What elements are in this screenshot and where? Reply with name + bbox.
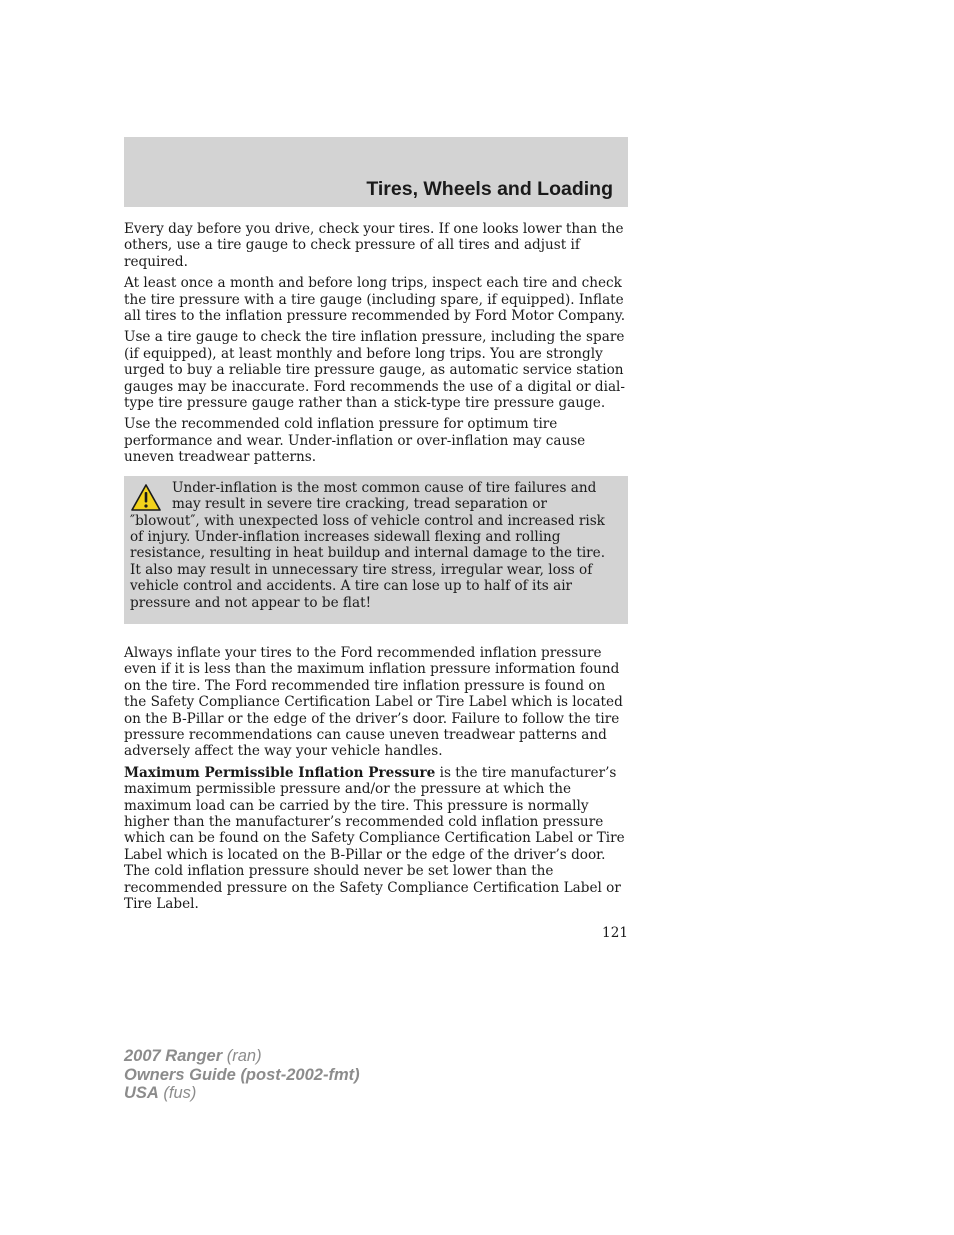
footer-line-guide (124, 1066, 360, 1085)
definition-paragraph (124, 765, 628, 913)
footer-model: 2007 Ranger (124, 1047, 223, 1065)
footer-line-model (124, 1047, 360, 1066)
body-paragraph: Use a tire gauge to check the tire inflation pressure, including the spare (if equipped), at least monthly and before long trips. You are strongly urged to buy a reliable tire pressure gauge, as automatic service station gauges may be inaccurate. Ford recommends the use of a digital or dial-type tire pressure gauge rather than a stick-type tire pressure gauge. (124, 329, 625, 412)
footer-guide: Owners Guide (post-2002-fmt) (124, 1065, 360, 1084)
body-paragraph: At least once a month and before long trips, inspect each tire and check the tire pressure with a tire gauge (including spare, if equipped). Inflate all tires to the inflation pressure recommended by Ford Motor Company. (124, 275, 626, 325)
document-footer (124, 1047, 360, 1103)
section-title: Tires, Wheels and Loading (366, 178, 613, 200)
section-header-band (124, 137, 628, 207)
body-paragraph: Always inflate your tires to the Ford recommended inflation pressure even if it is less than the maximum inflation pressure information found on the tire. The Ford recommended tire inflation pressure is found on the Safety Compliance Certification Label or Tire Label which is located on the B-Pillar or the edge of the driver’s door. Failure to follow the tire pressure recommendations can cause uneven treadwear patterns and adversely affect the way your vehicle handles. (124, 644, 623, 760)
footer-market: USA (124, 1084, 159, 1102)
warning-box (124, 476, 628, 624)
page-content (124, 221, 628, 917)
page-number: 121 (602, 925, 628, 941)
footer-model-code: (ran) (222, 1047, 262, 1065)
body-paragraph: Use the recommended cold inflation pressure for optimum tire performance and wear. Under-inflation or over-inflation may cause uneven treadwear patterns. (124, 416, 586, 466)
definition-text: is the tire manufacturer’s maximum permissible pressure and/or the pressure at which the maximum load can be carried by the tire. This pressure is normally higher than the manufacturer’s recommended cold inflation pressure which can be found on the Safety Compliance Certification Label or Tire Label which is located on the B-Pillar or the edge of the driver’s door. The cold inflation pressure should never be set lower than the recommended pressure on the Safety Compliance Certification Label or Tire Label. (124, 764, 625, 913)
warning-triangle-icon (130, 483, 162, 512)
footer-market-code: (fus) (158, 1084, 197, 1102)
footer-line-market (124, 1084, 360, 1103)
definition-term: Maximum Permissible Inflation Pressure (124, 764, 436, 781)
warning-text: Under-inflation is the most common cause of tire failures and may result in severe tire cracking, tread separation or ″blowout″, with unexpected loss of vehicle control and increased risk of injury. Under-inflation increases sidewall flexing and rolling resistance, resulting in heat buildup and internal damage to the tire. It also may result in unnecessary tire stress, irregular wear, loss of vehicle control and accidents. A tire can lose up to half of its air pressure and not appear to be flat! (130, 479, 606, 611)
body-paragraph: Every day before you drive, check your tires. If one looks lower than the others, use a tire gauge to check pressure of all tires and adjust if required. (124, 221, 624, 270)
